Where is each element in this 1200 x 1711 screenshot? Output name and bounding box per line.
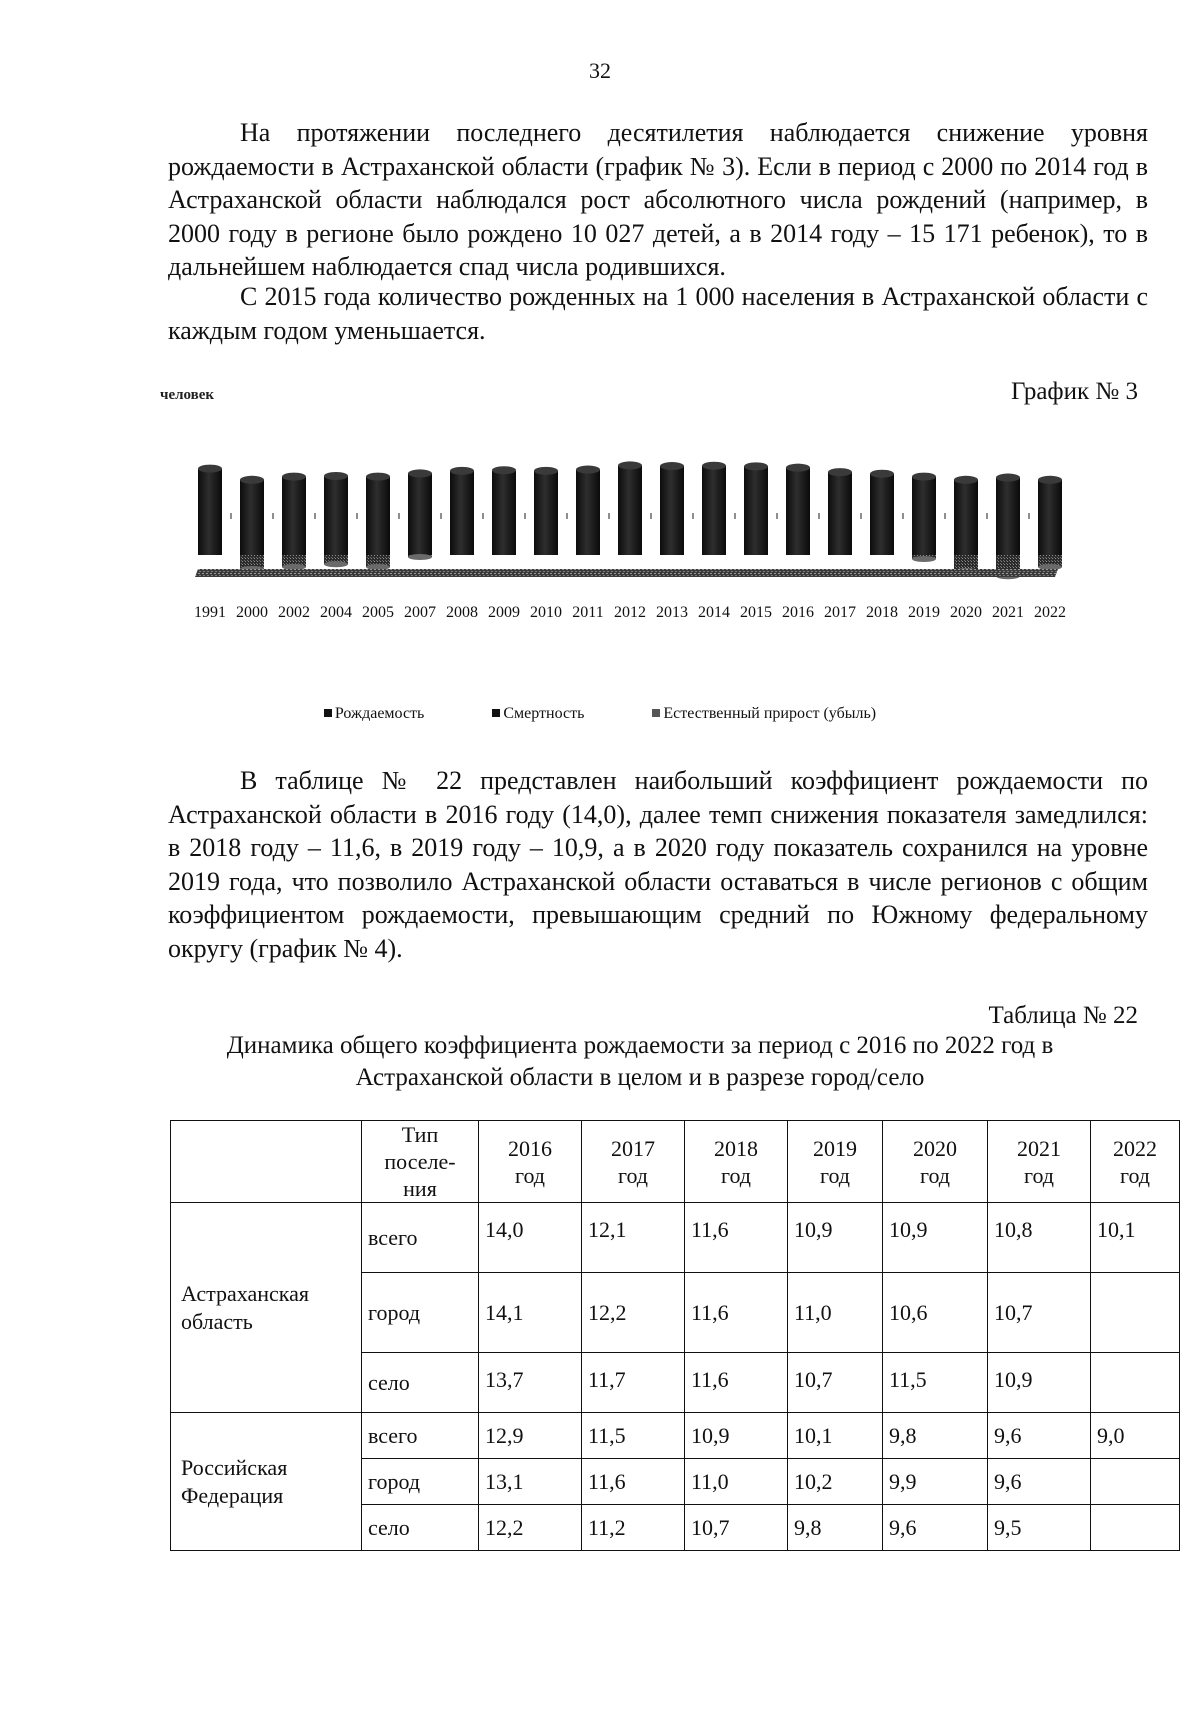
bar-2009 <box>492 466 516 555</box>
settlement-type-cell: село <box>362 1353 479 1413</box>
bar-cap-2005 <box>366 473 390 481</box>
value-cell <box>1091 1273 1180 1353</box>
bar-2018 <box>870 470 894 555</box>
page-number: 32 <box>589 58 611 83</box>
table-row <box>171 1413 1180 1459</box>
x-tick-label: 2019 <box>908 604 940 621</box>
value-cell: 9,6 <box>988 1413 1091 1459</box>
bar-2012 <box>618 461 642 555</box>
bar-2021 <box>996 474 1020 580</box>
header-year: 2017 год <box>582 1121 685 1203</box>
bar-1991 <box>198 465 222 555</box>
value-cell: 13,1 <box>479 1459 582 1505</box>
table-body <box>171 1203 1180 1551</box>
bar-2020 <box>954 476 978 574</box>
bar-body-2010 <box>534 471 558 555</box>
bar-2007 <box>408 469 432 560</box>
bar-body-2011 <box>576 470 600 555</box>
bar-2017 <box>828 468 852 555</box>
header-year: 2018 год <box>685 1121 788 1203</box>
legend-item-natural-growth: Естественный прирост (убыль) <box>652 705 876 723</box>
value-cell: 9,0 <box>1091 1413 1180 1459</box>
chart-caption: График № 3 <box>1010 378 1138 405</box>
bar-cap-2015 <box>744 462 768 470</box>
x-tick-label: 2005 <box>362 604 394 621</box>
x-tick-label: 2009 <box>488 604 520 621</box>
value-cell: 12,1 <box>582 1203 685 1273</box>
x-tick-label: 2020 <box>950 604 982 621</box>
value-cell: 11,6 <box>685 1203 788 1273</box>
x-tick-label: 2021 <box>992 604 1024 621</box>
x-tick-label: 2015 <box>740 604 772 621</box>
region-cell: Российская Федерация <box>171 1413 362 1551</box>
bar-body-2005 <box>366 477 390 555</box>
settlement-type-cell: всего <box>362 1203 479 1273</box>
bar-bottom-cap-2004 <box>324 561 348 567</box>
value-cell: 11,0 <box>788 1273 883 1353</box>
value-cell: 11,5 <box>883 1353 988 1413</box>
y-axis-label: человек <box>160 387 215 403</box>
bar-bottom-cap-2007 <box>408 554 432 560</box>
value-cell: 14,1 <box>479 1273 582 1353</box>
value-cell: 10,9 <box>685 1413 788 1459</box>
bar-cap-2014 <box>702 462 726 470</box>
table-title-line-2: Астраханской области в целом и в разрезе город/село <box>355 1064 925 1091</box>
bar-body-2021 <box>996 478 1020 555</box>
bar-body-2020 <box>954 480 978 555</box>
value-cell: 9,6 <box>883 1505 988 1551</box>
bar-cap-2000 <box>240 476 264 484</box>
x-tick-label: 2004 <box>320 604 352 621</box>
bar-2000 <box>240 476 264 572</box>
bar-body-2002 <box>282 477 306 555</box>
legend-square-icon <box>492 709 500 717</box>
bar-cap-2010 <box>534 467 558 475</box>
bar-body-2007 <box>408 473 432 555</box>
bar-cap-2021 <box>996 474 1020 482</box>
bar-body-2014 <box>702 466 726 555</box>
bar-body-2013 <box>660 466 684 555</box>
value-cell: 12,2 <box>582 1273 685 1353</box>
bar-2011 <box>576 466 600 555</box>
bar-cap-2019 <box>912 473 936 481</box>
value-cell: 10,1 <box>1091 1203 1180 1273</box>
birth-rate-table <box>170 1120 1180 1551</box>
settlement-type-cell: всего <box>362 1413 479 1459</box>
value-cell: 14,0 <box>479 1203 582 1273</box>
x-tick-label: 2022 <box>1034 604 1066 621</box>
chart-legend <box>0 705 1200 723</box>
x-tick-label: 2011 <box>572 604 604 621</box>
bar-2022 <box>1038 476 1062 570</box>
value-cell: 11,7 <box>582 1353 685 1413</box>
x-tick-label: 2012 <box>614 604 646 621</box>
value-cell: 10,7 <box>988 1273 1091 1353</box>
bar-body-2000 <box>240 480 264 555</box>
bar-body-2022 <box>1038 480 1062 555</box>
value-cell: 10,7 <box>685 1505 788 1551</box>
header-settlement-type: Тип поселе- ния <box>362 1121 479 1203</box>
value-cell: 10,2 <box>788 1459 883 1505</box>
header-year: 2022 год <box>1091 1121 1180 1203</box>
bar-body-2012 <box>618 465 642 555</box>
bar-body-2016 <box>786 468 810 555</box>
bar-cap-2018 <box>870 470 894 478</box>
value-cell: 12,9 <box>479 1413 582 1459</box>
bar-cap-2020 <box>954 476 978 484</box>
value-cell: 10,9 <box>883 1203 988 1273</box>
bar-2005 <box>366 473 390 570</box>
value-cell <box>1091 1505 1180 1551</box>
bar-cap-2017 <box>828 468 852 476</box>
value-cell: 11,0 <box>685 1459 788 1505</box>
settlement-type-cell: село <box>362 1505 479 1551</box>
bar-body-2004 <box>324 476 348 555</box>
table-caption: Таблица № 22 <box>988 1002 1138 1029</box>
bar-2010 <box>534 467 558 555</box>
value-cell: 11,6 <box>582 1459 685 1505</box>
bar-body-2009 <box>492 470 516 555</box>
value-cell: 11,6 <box>685 1353 788 1413</box>
table-title-line-1: Динамика общего коэффициента рождаемости за период с 2016 по 2022 год в <box>226 1032 1054 1059</box>
value-cell: 13,7 <box>479 1353 582 1413</box>
bar-body-2018 <box>870 474 894 555</box>
bar-body-1991 <box>198 469 222 555</box>
bar-cap-2013 <box>660 462 684 470</box>
bar-2004 <box>324 472 348 567</box>
value-cell: 9,6 <box>988 1459 1091 1505</box>
value-cell: 9,8 <box>883 1413 988 1459</box>
table-title <box>150 1030 1130 1094</box>
x-tick-label: 2018 <box>866 604 898 621</box>
value-cell: 9,8 <box>788 1505 883 1551</box>
x-tick-label: 2002 <box>278 604 310 621</box>
value-cell: 10,9 <box>988 1353 1091 1413</box>
value-cell: 12,2 <box>479 1505 582 1551</box>
bar-2002 <box>282 473 306 570</box>
x-tick-label: 2000 <box>236 604 268 621</box>
value-cell: 9,9 <box>883 1459 988 1505</box>
bar-2008 <box>450 467 474 555</box>
bar-body-2017 <box>828 472 852 555</box>
x-tick-label: 2010 <box>530 604 562 621</box>
x-tick-label: 2008 <box>446 604 478 621</box>
bar-bottom-cap-2019 <box>912 556 936 562</box>
legend-square-icon <box>324 709 332 717</box>
bar-cap-2016 <box>786 464 810 472</box>
value-cell: 11,2 <box>582 1505 685 1551</box>
bar-cap-2012 <box>618 461 642 469</box>
bar-cap-2011 <box>576 466 600 474</box>
region-cell: Астраханская область <box>171 1203 362 1413</box>
bar-body-2015 <box>744 466 768 555</box>
chart-bars <box>198 461 1062 579</box>
x-tick-label: 2014 <box>698 604 730 621</box>
bar-cap-2002 <box>282 473 306 481</box>
bar-cap-2008 <box>450 467 474 475</box>
paragraph-since-2015: С 2015 года количество рожденных на 1 000 населения в Астраханской области с каждым годом уменьшается. <box>168 282 1148 345</box>
bar-cap-2009 <box>492 466 516 474</box>
bar-2014 <box>702 462 726 555</box>
bar-cap-2007 <box>408 469 432 477</box>
paragraph-birth-rate-decline: На протяжении последнего десятилетия наблюдается снижение уровня рождаемости в Астраханской области (график № 3). Если в период с 2000 по 2014 год в Астраханской области наблюдался рост абсолютного числа рождений (например, в 2000 году в регионе было рождено 10 027 детей, а в 2014 году – 15 171 ребенок), то в дальнейшем наблюдается спад числа родившихся. <box>168 118 1148 281</box>
value-cell: 10,1 <box>788 1413 883 1459</box>
x-tick-label: 2013 <box>656 604 688 621</box>
table-row <box>171 1203 1180 1273</box>
bar-cap-2022 <box>1038 476 1062 484</box>
bar-2019 <box>912 473 936 562</box>
header-year: 2020 год <box>883 1121 988 1203</box>
table-header-row <box>171 1121 1180 1203</box>
bar-2016 <box>786 464 810 555</box>
x-tick-label: 2017 <box>824 604 856 621</box>
value-cell: 11,5 <box>582 1413 685 1459</box>
bar-2015 <box>744 462 768 555</box>
value-cell <box>1091 1459 1180 1505</box>
value-cell: 10,6 <box>883 1273 988 1353</box>
bar-2013 <box>660 462 684 555</box>
chart-floor <box>195 569 1058 577</box>
bar-body-2008 <box>450 471 474 555</box>
header-year: 2019 год <box>788 1121 883 1203</box>
header-year: 2021 год <box>988 1121 1091 1203</box>
x-tick-label: 1991 <box>194 604 226 621</box>
bar-body-2019 <box>912 477 936 555</box>
header-year: 2016 год <box>479 1121 582 1203</box>
legend-item-death: Смертность <box>492 705 584 723</box>
settlement-type-cell: город <box>362 1459 479 1505</box>
value-cell: 11,6 <box>685 1273 788 1353</box>
value-cell: 10,9 <box>788 1203 883 1273</box>
legend-item-birth: Рождаемость <box>324 705 424 723</box>
paragraph-table-22-summary: В таблице № 22 представлен наибольший коэффициент рождаемости по Астраханской области в 2016 году (14,0), далее темп снижения показателя замедлился: в 2018 году – 11,6, в 2019 году – 10,9, а в 2020 году показатель сохранился на уровне 2019 года, что позволило Астраханской области оставаться в числе регионов с общим коэффициентом рождаемости, превышающим средний по Южному федеральному округу (график № 4). <box>168 766 1148 963</box>
value-cell <box>1091 1353 1180 1413</box>
value-cell: 9,5 <box>988 1505 1091 1551</box>
bar-cap-2004 <box>324 472 348 480</box>
x-tick-label: 2016 <box>782 604 814 621</box>
value-cell: 10,8 <box>988 1203 1091 1273</box>
legend-square-icon <box>652 709 660 717</box>
x-tick-label: 2007 <box>404 604 436 621</box>
value-cell: 10,7 <box>788 1353 883 1413</box>
header-empty <box>171 1121 362 1203</box>
settlement-type-cell: город <box>362 1273 479 1353</box>
bar-cap-1991 <box>198 465 222 473</box>
